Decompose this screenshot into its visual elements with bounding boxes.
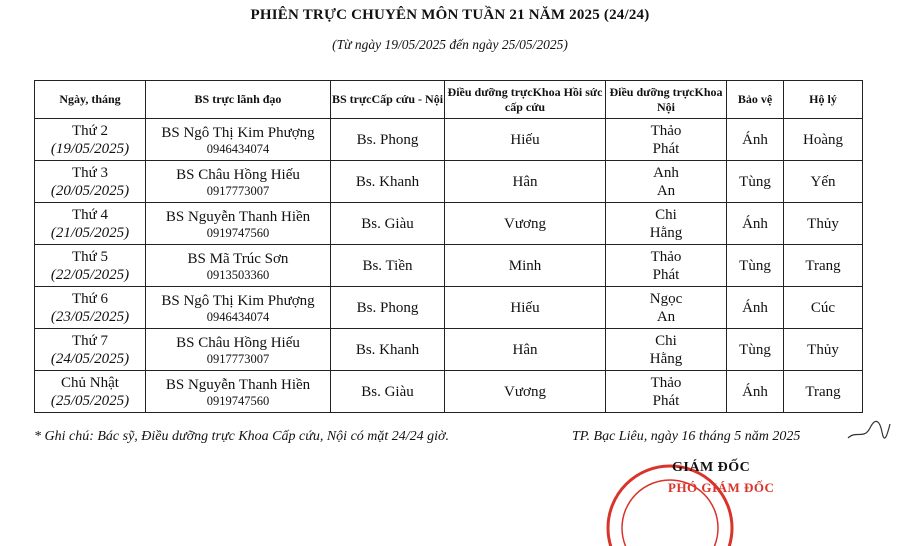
director-title: GIÁM ĐỐC <box>672 460 751 475</box>
cell-day: Thứ 2 (19/05/2025) <box>35 119 146 161</box>
cell-security: Tùng <box>727 245 784 287</box>
cell-security: Ánh <box>727 203 784 245</box>
cell-internal-nurse: Thảo Phát <box>606 245 727 287</box>
table-row <box>35 287 863 329</box>
table-row <box>35 371 863 413</box>
cell-leader: BS Nguyễn Thanh Hiền 0919747560 <box>146 203 331 245</box>
table-row <box>35 161 863 203</box>
table-row <box>35 203 863 245</box>
header-leader: BS trực lãnh đạo <box>146 81 331 119</box>
cell-icu-nurse: Hân <box>445 329 606 371</box>
cell-er-doctor: Bs. Khanh <box>331 329 445 371</box>
cell-orderly: Cúc <box>784 287 863 329</box>
header-security: Bảo vệ <box>727 81 784 119</box>
footnote: * Ghi chú: Bác sỹ, Điều dưỡng trực Khoa Cấp cứu, Nội có mặt 24/24 giờ. <box>34 429 450 444</box>
cell-day: Thứ 6 (23/05/2025) <box>35 287 146 329</box>
cell-er-doctor: Bs. Phong <box>331 287 445 329</box>
cell-internal-nurse: Anh An <box>606 161 727 203</box>
cell-security: Ánh <box>727 287 784 329</box>
duty-schedule-table <box>34 80 863 413</box>
cell-day: Chủ Nhật (25/05/2025) <box>35 371 146 413</box>
cell-icu-nurse: Vương <box>445 203 606 245</box>
cell-day: Thứ 7 (24/05/2025) <box>35 329 146 371</box>
cell-internal-nurse: Chi Hằng <box>606 203 727 245</box>
cell-icu-nurse: Hiếu <box>445 119 606 161</box>
header-er: BS trựcCấp cứu - Nội <box>331 81 445 119</box>
cell-day: Thứ 3 (20/05/2025) <box>35 161 146 203</box>
header-orderly: Hộ lý <box>784 81 863 119</box>
table-row <box>35 329 863 371</box>
cell-security: Ánh <box>727 119 784 161</box>
document-subtitle: (Từ ngày 19/05/2025 đến ngày 25/05/2025) <box>332 37 568 52</box>
signature-mark <box>846 418 892 444</box>
table-body <box>35 119 863 413</box>
cell-security: Ánh <box>727 371 784 413</box>
cell-er-doctor: Bs. Giàu <box>331 203 445 245</box>
cell-er-doctor: Bs. Giàu <box>331 371 445 413</box>
cell-leader: BS Ngô Thị Kim Phượng 0946434074 <box>146 287 331 329</box>
cell-internal-nurse: Chi Hằng <box>606 329 727 371</box>
header-internal: Điều dưỡng trựcKhoa Nội <box>606 81 727 119</box>
document-title: PHIÊN TRỰC CHUYÊN MÔN TUẦN 21 NĂM 2025 (24/24) <box>250 7 650 23</box>
table-header-row <box>35 81 863 119</box>
cell-orderly: Thủy <box>784 329 863 371</box>
header-day: Ngày, tháng <box>35 81 146 119</box>
cell-orderly: Trang <box>784 245 863 287</box>
cell-er-doctor: Bs. Khanh <box>331 161 445 203</box>
cell-security: Tùng <box>727 161 784 203</box>
cell-orderly: Yến <box>784 161 863 203</box>
cell-icu-nurse: Minh <box>445 245 606 287</box>
cell-leader: BS Mã Trúc Sơn 0913503360 <box>146 245 331 287</box>
cell-internal-nurse: Ngọc An <box>606 287 727 329</box>
cell-internal-nurse: Thảo Phát <box>606 119 727 161</box>
cell-day: Thứ 5 (22/05/2025) <box>35 245 146 287</box>
place-date: TP. Bạc Liêu, ngày 16 tháng 5 năm 2025 <box>572 429 801 444</box>
cell-leader: BS Châu Hồng Hiếu 0917773007 <box>146 161 331 203</box>
cell-orderly: Thủy <box>784 203 863 245</box>
cell-icu-nurse: Hiếu <box>445 287 606 329</box>
cell-icu-nurse: Hân <box>445 161 606 203</box>
deputy-director-title: PHÓ GIÁM ĐỐC <box>668 480 775 495</box>
table-row <box>35 119 863 161</box>
cell-er-doctor: Bs. Tiền <box>331 245 445 287</box>
header-icu: Điều dưỡng trựcKhoa Hồi sức cấp cứu <box>445 81 606 119</box>
cell-orderly: Hoàng <box>784 119 863 161</box>
cell-internal-nurse: Thảo Phát <box>606 371 727 413</box>
cell-er-doctor: Bs. Phong <box>331 119 445 161</box>
cell-leader: BS Châu Hồng Hiếu 0917773007 <box>146 329 331 371</box>
cell-security: Tùng <box>727 329 784 371</box>
cell-leader: BS Nguyễn Thanh Hiền 0919747560 <box>146 371 331 413</box>
cell-leader: BS Ngô Thị Kim Phượng 0946434074 <box>146 119 331 161</box>
table-row <box>35 245 863 287</box>
cell-day: Thứ 4 (21/05/2025) <box>35 203 146 245</box>
cell-orderly: Trang <box>784 371 863 413</box>
cell-icu-nurse: Vương <box>445 371 606 413</box>
